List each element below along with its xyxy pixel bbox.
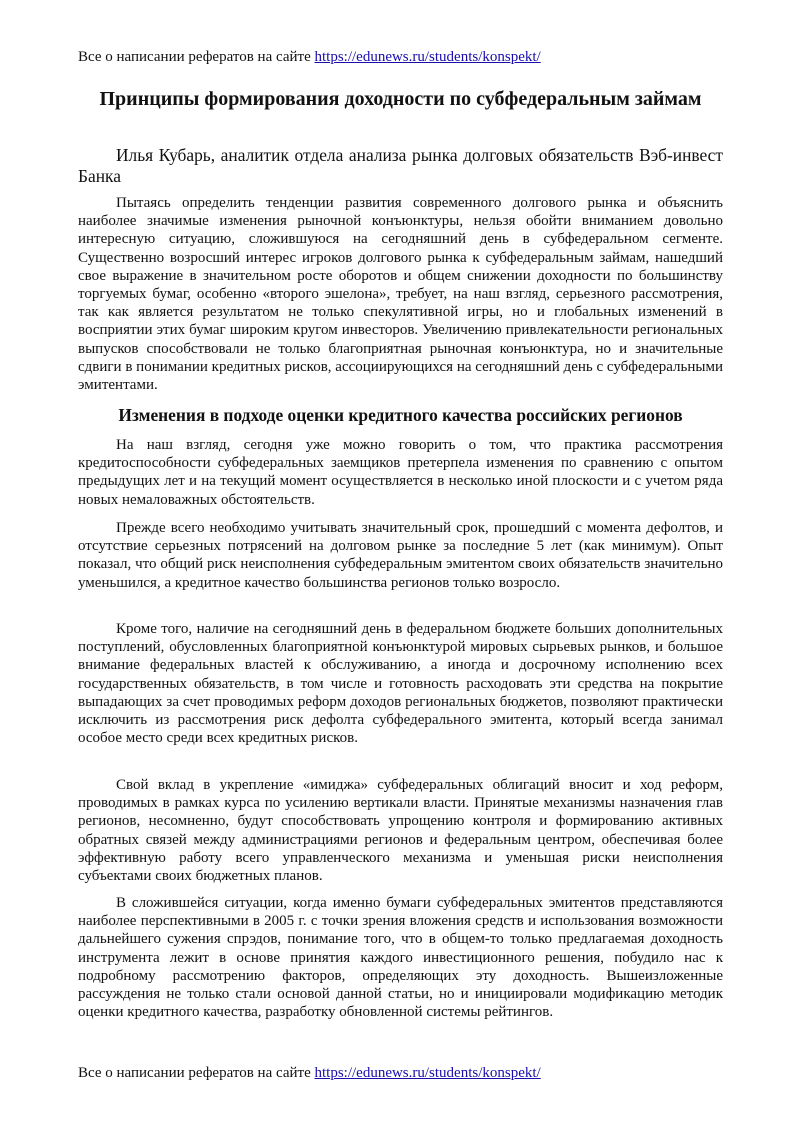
section-heading: Изменения в подходе оценки кредитного качества российских регионов bbox=[118, 405, 683, 425]
page-footer bbox=[78, 1064, 541, 1082]
footer-site-link[interactable]: https://edunews.ru/students/konspekt/ bbox=[314, 1065, 541, 1081]
header-prefix-text: Все о написании рефератов на сайте bbox=[78, 49, 315, 65]
header-site-link[interactable]: https://edunews.ru/students/konspekt/ bbox=[314, 49, 541, 65]
document-title: Принципы формирования доходности по субфедеральным займам bbox=[99, 88, 702, 110]
body-paragraph: На наш взгляд, сегодня уже можно говорить о том, что практика рассмотрения кредитоспособности субфедеральных заемщиков претерпела изменения по сравнению с опытом предыдущих лет и на текущий момент осуществляется в несколько иной плоскости и с учетом ряда новых немаловажных обстоятельств. bbox=[78, 437, 723, 508]
body-paragraph: Кроме того, наличие на сегодняшний день в федеральном бюджете больших дополнительных поступлений, обусловленных благоприятной конъюнктурой мировых сырьевых рынков, и большое внимание федеральных властей к обслуживанию, а иногда и досрочному исполнению всех государственных обязательств, в том числе и готовность расходовать эти средства на покрытие выпадающих за счет проводимых реформ доходов региональных бюджетов, позволяют практически исключить из рассмотрения риск дефолта субфедерального эмитента, который всегда занимал особое место среди всех кредитных рисков. bbox=[78, 621, 723, 747]
body-paragraph: Прежде всего необходимо учитывать значительный срок, прошедший с момента дефолтов, и отсутствие серьезных потрясений на долговом рынке за последние 5 лет (как минимум). Опыт показал, что общий риск неисполнения субфедеральным эмитентом своих обязательств значительно уменьшился, а кредитное качество большинства регионов только возросло. bbox=[78, 520, 723, 591]
page-header bbox=[78, 48, 541, 66]
footer-prefix-text: Все о написании рефератов на сайте bbox=[78, 1065, 315, 1081]
body-paragraph: Свой вклад в укрепление «имиджа» субфедеральных облигаций вносит и ход реформ, проводимых в рамках курса по усилению вертикали власти. Принятые механизмы назначения глав регионов, несомненно, будут способствовать упрощению контроля и формированию активных обратных связей между администрациями регионов и федеральным центром, обеспечивая более эффективную работу всего управленческого механизма и уменьшая риски неисполнения субъектами своих бюджетных планов. bbox=[78, 777, 723, 885]
author-line: Илья Кубарь, аналитик отдела анализа рынка долговых обязательств Вэб-инвест Банка bbox=[78, 145, 723, 186]
body-paragraph: В сложившейся ситуации, когда именно бумаги субфедеральных эмитентов представляются наиболее перспективными в 2005 г. с точки зрения вложения средств и использования возможности дальнейшего сужения спрэдов, понимание того, что в общем-то только предлагаемая доходность инструмента лежит в основе принятия каждого инвестиционного решения, побудило нас к подробному рассмотрению факторов, определяющих эту доходность. Вышеизложенные рассуждения не только стали основой данной статьи, но и инициировали модификацию методик оценки кредитного качества, разработку обновленной системы рейтингов. bbox=[78, 895, 723, 1021]
intro-paragraph: Пытаясь определить тенденции развития современного долгового рынка и объяснить наиболее значимые изменения рыночной конъюнктуры, нельзя обойти вниманием довольно интересную ситуацию, сложившуюся на сегодняшний день в субфедеральном сегменте. Существенно возросший интерес игроков долгового рынка к субфедеральным займам, нашедший свое выражение в значительном росте оборотов и общем снижении доходности по большинству торгуемых бумаг, особенно «второго эшелона», требует, на наш взгляд, серьезного рассмотрения, так как является результатом не только спекулятивной игры, но и глобальных изменений в восприятии этих бумаг широким кругом инвесторов. Увеличению привлекательности региональных выпусков способствовали не только благоприятная рыночная конъюнктура, но и значительные сдвиги в понимании кредитных рисков, ассоциирующихся на сегодняшний день с субфедеральными эмитентами. bbox=[78, 195, 723, 394]
